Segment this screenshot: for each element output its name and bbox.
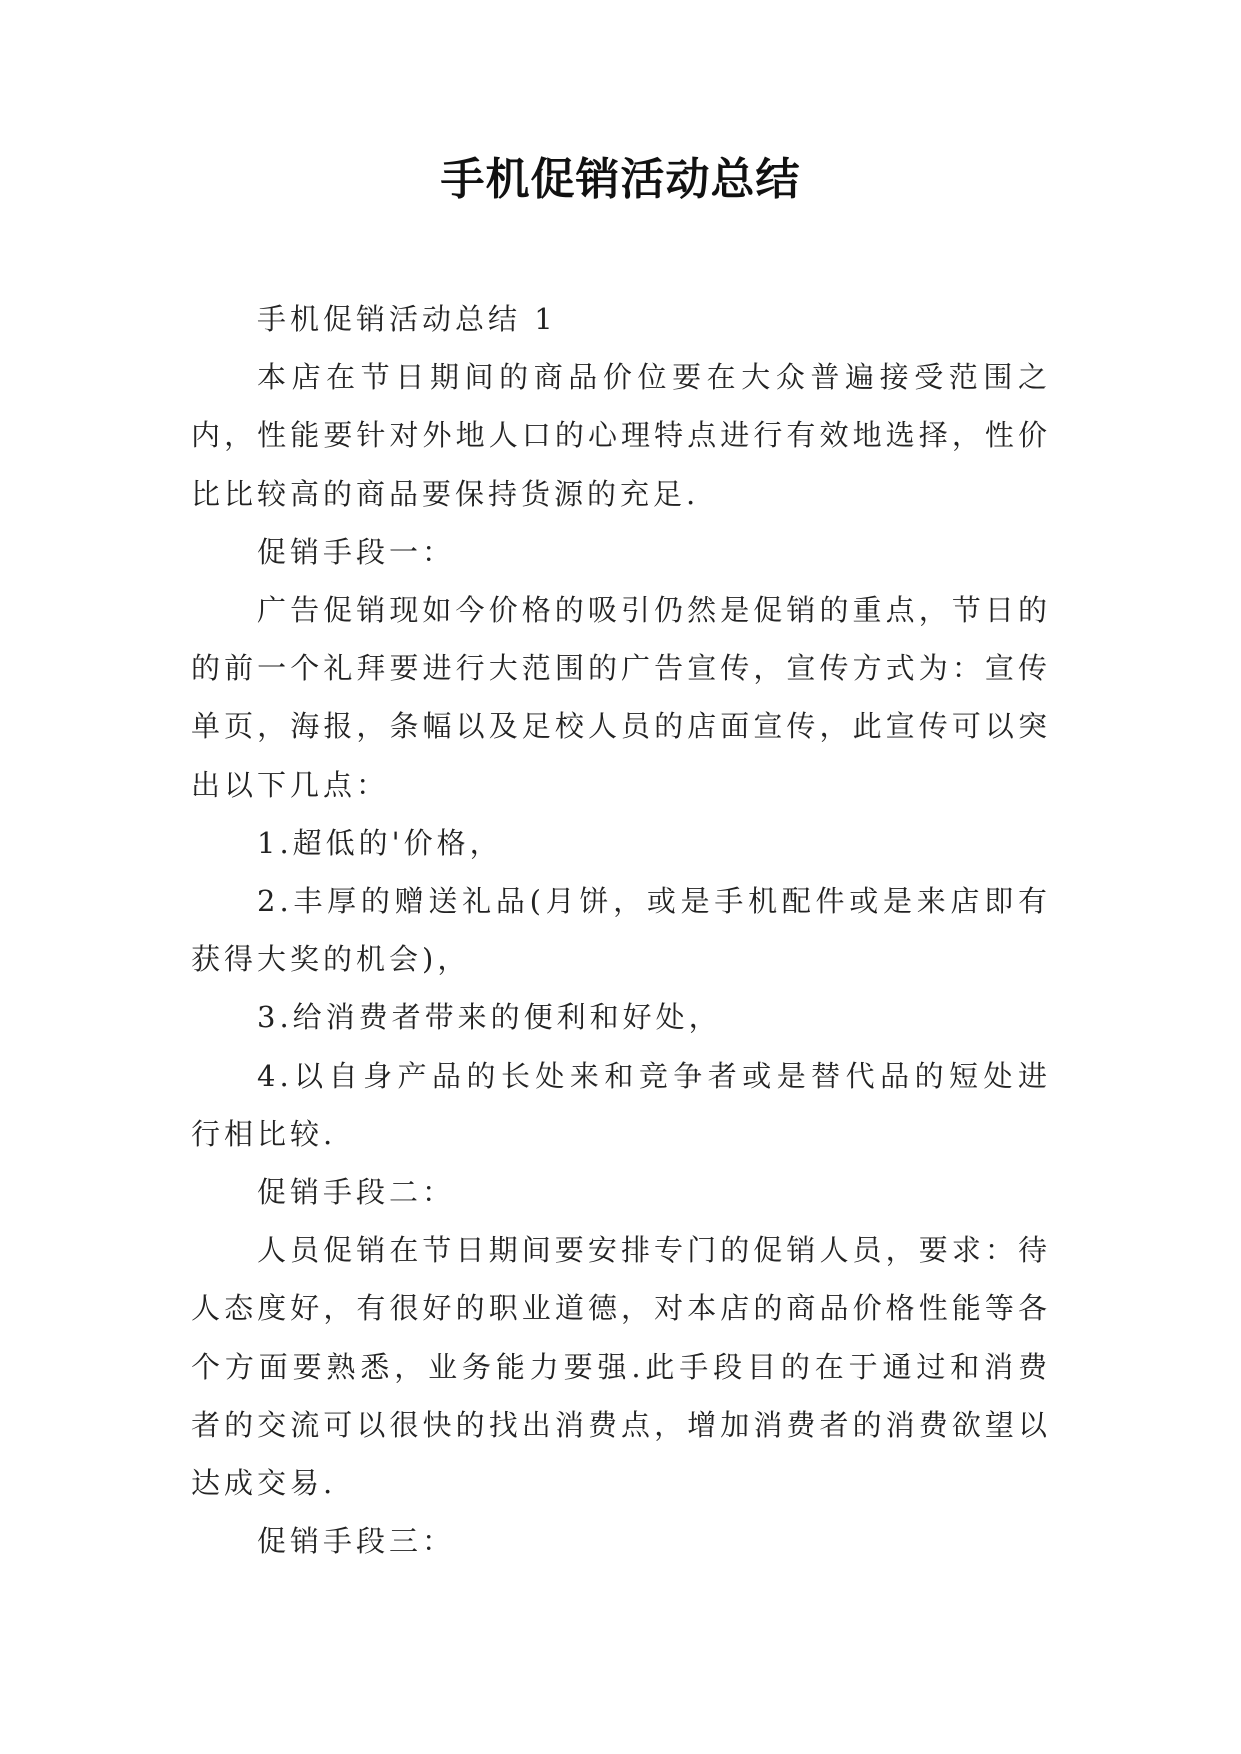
document-title: 手机促销活动总结 (440, 154, 801, 205)
section-heading: 手机促销活动总结 1 (257, 302, 557, 336)
document-body (191, 290, 1051, 1570)
section-heading: 促销手段二： (257, 1175, 456, 1210)
list-item: 4.以自身产品的长处来和竞争者或是替代品的短处进行相比较. (191, 1058, 1051, 1151)
paragraph: 人员促销在节日期间要安排专门的促销人员，要求：待人态度好，有很好的职业道德，对本店的商品价格性能等各个方面要熟悉，业务能力要强.此手段目的在于通过和消费者的交流可以很快的找出消费点，增加消费者的消费欲望以达成交易. (191, 1233, 1051, 1501)
section-heading: 促销手段三： (257, 1524, 456, 1559)
list-item: 3.给消费者带来的便利和好处， (257, 1000, 722, 1035)
paragraph: 广告促销现如今价格的吸引仍然是促销的重点，节日的的前一个礼拜要进行大范围的广告宣传，宣传方式为：宣传单页，海报，条幅以及足校人员的店面宣传，此宣传可以突出以下几点： (191, 593, 1051, 802)
section-heading: 促销手段一： (257, 534, 456, 569)
list-item: 2.丰厚的赠送礼品(月饼，或是手机配件或是来店即有获得大奖的机会)， (191, 884, 1051, 977)
paragraph: 本店在节日期间的商品价位要在大众普遍接受范围之内，性能要针对外地人口的心理特点进行有效地选择，性价比比较高的商品要保持货源的充足. (191, 360, 1051, 511)
list-item: 1.超低的'价格， (257, 825, 503, 860)
